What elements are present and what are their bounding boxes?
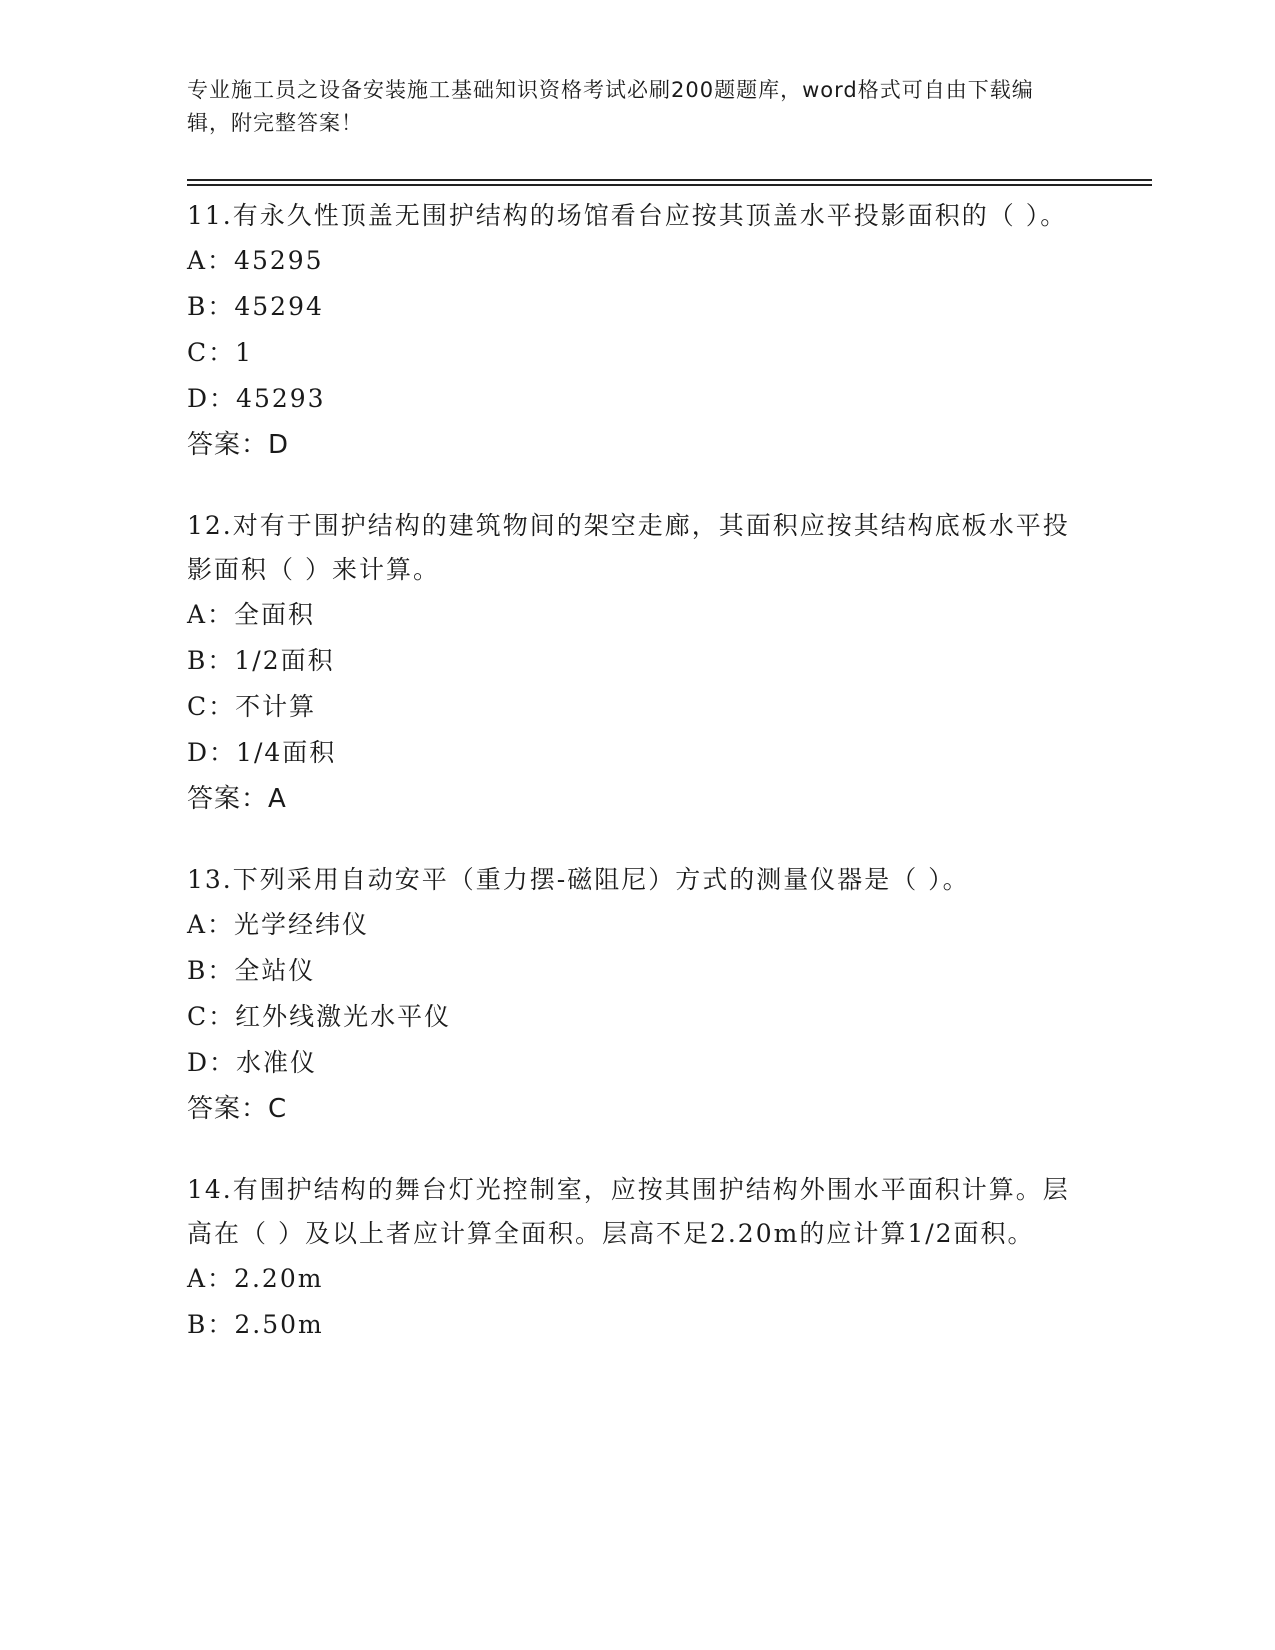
option-b: B：2.50m	[187, 1310, 324, 1339]
option-d: D：1/4面积	[187, 738, 337, 767]
question-11	[187, 194, 1087, 468]
option-b: B：45294	[187, 292, 324, 321]
option-c: C：红外线激光水平仪	[187, 1002, 452, 1031]
document-header: 专业施工员之设备安装施工基础知识资格考试必刷200题题库，word格式可自由下载编辑，附完整答案！	[187, 78, 1034, 135]
option-a: A：45295	[187, 246, 324, 275]
option-b: B：全站仪	[187, 956, 316, 985]
question-stem: 14.有围护结构的舞台灯光控制室，应按其围护结构外围水平面积计算。层高在（ ）及以上者应计算全面积。层高不足2.20m的应计算1/2面积。	[187, 1175, 1070, 1248]
answer-line: 答案：D	[187, 430, 290, 460]
header-divider-top	[187, 179, 1152, 181]
question-stem: 12.对有于围护结构的建筑物间的架空走廊，其面积应按其结构底板水平投影面积（ ）来计算。	[187, 511, 1070, 584]
question-list	[187, 194, 1087, 1384]
answer-line: 答案：C	[187, 1094, 288, 1124]
option-a: A：2.20m	[187, 1264, 324, 1293]
question-14	[187, 1168, 1087, 1348]
header-divider-bottom	[187, 184, 1152, 186]
question-stem: 11.有永久性顶盖无围护结构的场馆看台应按其顶盖水平投影面积的（ ）。	[187, 201, 1068, 230]
option-a: A：全面积	[187, 600, 316, 629]
option-b: B：1/2面积	[187, 646, 335, 675]
option-d: D：水准仪	[187, 1048, 318, 1077]
option-d: D：45293	[187, 384, 326, 413]
question-13	[187, 858, 1087, 1132]
option-c: C：不计算	[187, 692, 317, 721]
answer-line: 答案：A	[187, 784, 287, 814]
option-a: A：光学经纬仪	[187, 910, 370, 939]
question-stem: 13.下列采用自动安平（重力摆-磁阻尼）方式的测量仪器是（ ）。	[187, 865, 970, 894]
question-12	[187, 504, 1087, 822]
option-c: C：1	[187, 338, 254, 367]
